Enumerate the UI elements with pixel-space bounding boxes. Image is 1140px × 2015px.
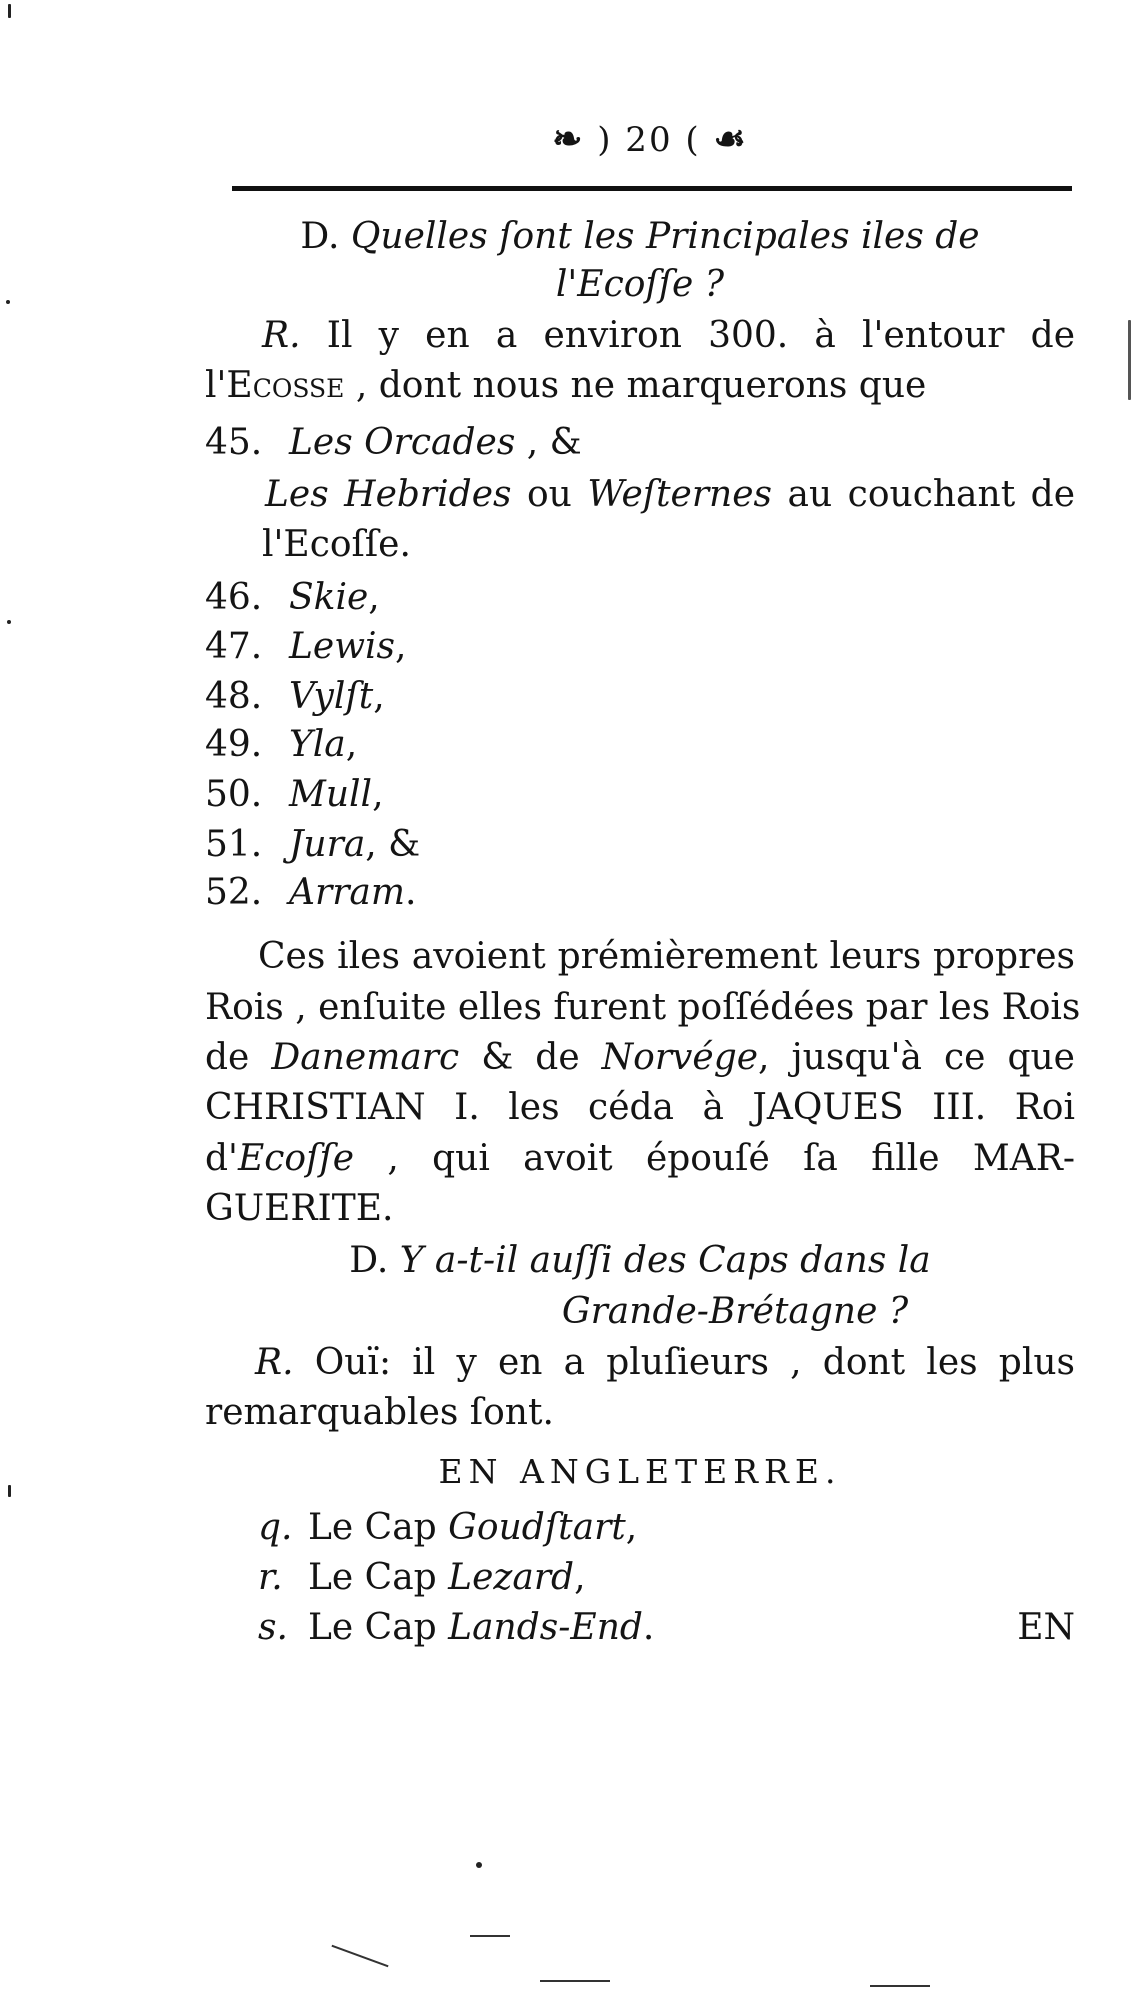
paragraph-text: , qui avoit épouſé ſa fille MAR- bbox=[387, 1138, 1075, 1179]
island-number: 45. bbox=[205, 422, 263, 463]
header-rule bbox=[232, 186, 1072, 191]
island-item bbox=[205, 868, 1075, 918]
island-number: 50. bbox=[205, 774, 263, 815]
paragraph-line bbox=[258, 932, 1075, 982]
cape-name: Lands-End bbox=[448, 1607, 643, 1648]
answer-1-line-2 bbox=[205, 361, 1075, 411]
island-number: 49. bbox=[205, 724, 263, 765]
answer-text: remarquables ſont. bbox=[205, 1392, 554, 1433]
ink-smudge bbox=[331, 1945, 388, 1967]
island-suffix: . bbox=[405, 872, 417, 913]
question-text: Y a-t-il auſſi des Caps dans la bbox=[399, 1240, 931, 1281]
question-2-line-2 bbox=[300, 1287, 1140, 1337]
paragraph-line bbox=[205, 1134, 1075, 1184]
island-name: Mull bbox=[289, 774, 373, 815]
hebrides-line bbox=[265, 470, 1075, 520]
cape-letter: s. bbox=[258, 1607, 288, 1648]
edge-mark bbox=[1128, 320, 1131, 400]
island-suffix: , bbox=[372, 774, 384, 815]
paragraph-text: Rois , enſuite elles furent poſſédées par les Rois bbox=[205, 987, 1081, 1028]
island-suffix: , & bbox=[365, 824, 421, 865]
island-item bbox=[205, 573, 1075, 623]
edge-mark bbox=[6, 300, 10, 304]
answer-2-line-2 bbox=[205, 1388, 1075, 1438]
catchword: EN bbox=[1017, 1607, 1075, 1648]
answer-2-line-1 bbox=[255, 1338, 1075, 1388]
island-item bbox=[205, 672, 1075, 722]
question-marker: D. bbox=[349, 1240, 389, 1281]
cape-suffix: . bbox=[642, 1607, 655, 1648]
island-name: Arram bbox=[289, 872, 406, 913]
island-number: 47. bbox=[205, 626, 263, 667]
left-ornament-icon: ❧ bbox=[552, 118, 585, 160]
edge-mark bbox=[8, 4, 11, 18]
cape-label: Le Cap bbox=[308, 1507, 437, 1548]
island-name: Vylſt bbox=[289, 676, 374, 717]
ink-smudge bbox=[870, 1985, 930, 1987]
country-name: Danemarc bbox=[271, 1037, 460, 1078]
cape-name: Goudſtart bbox=[448, 1507, 626, 1548]
cape-label: Le Cap bbox=[308, 1607, 437, 1648]
question-1-line-2 bbox=[205, 260, 1075, 310]
cape-item bbox=[258, 1503, 1128, 1553]
ecosse-line bbox=[262, 520, 1132, 570]
page-header bbox=[230, 118, 1070, 160]
paragraph-line bbox=[205, 1083, 1075, 1133]
question-marker: D. bbox=[300, 216, 340, 257]
island-suffix: , bbox=[395, 626, 407, 667]
island-name: Jura bbox=[289, 824, 366, 865]
cape-name: Lezard bbox=[448, 1557, 575, 1598]
answer-marker: R. bbox=[262, 315, 301, 356]
island-name: Skie bbox=[289, 577, 369, 618]
answer-marker: R. bbox=[255, 1342, 294, 1383]
edge-mark bbox=[8, 1485, 11, 1497]
question-1-line-1 bbox=[205, 212, 1075, 262]
island-suffix: , bbox=[368, 577, 380, 618]
island-number: 51. bbox=[205, 824, 263, 865]
island-suffix: , bbox=[373, 676, 385, 717]
cape-label: Le Cap bbox=[308, 1557, 437, 1598]
question-text: l'Ecoſſe ? bbox=[555, 264, 725, 305]
question-text: Grande-Brétagne ? bbox=[561, 1291, 909, 1332]
island-suffix: , & bbox=[526, 422, 582, 463]
island-item bbox=[205, 820, 1075, 870]
island-item-45 bbox=[205, 418, 1075, 468]
edge-mark bbox=[7, 620, 11, 624]
answer-text: , dont nous ne marquerons que bbox=[355, 365, 927, 406]
island-item bbox=[205, 720, 1075, 770]
paragraph-line bbox=[205, 1033, 1075, 1083]
paragraph-line bbox=[205, 1184, 1075, 1234]
ink-smudge bbox=[470, 1935, 510, 1937]
right-ornament-icon: ☙ bbox=[713, 118, 748, 160]
location-text: au couchant de bbox=[787, 474, 1076, 515]
section-heading: EN ANGLETERRE. bbox=[438, 1452, 842, 1491]
paragraph-text: GUERITE. bbox=[205, 1188, 394, 1229]
paragraph-text: de bbox=[205, 1037, 250, 1078]
paragraph-text: CHRISTIAN I. les céda à JAQUES III. Roi bbox=[205, 1087, 1075, 1128]
island-number: 46. bbox=[205, 577, 263, 618]
conjunction: ou bbox=[527, 474, 572, 515]
paragraph-line bbox=[205, 983, 1081, 1033]
island-name: Les Orcades bbox=[289, 422, 516, 463]
island-name: Lewis bbox=[289, 626, 396, 667]
paragraph-text: Ces iles avoient prémièrement leurs propres bbox=[258, 936, 1075, 977]
island-suffix: , bbox=[345, 724, 358, 765]
cape-letter: r. bbox=[258, 1557, 283, 1598]
island-number: 52. bbox=[205, 872, 263, 913]
cape-item bbox=[258, 1603, 1075, 1653]
question-2-line-1 bbox=[205, 1236, 1075, 1286]
cape-item bbox=[258, 1553, 1128, 1603]
ink-speck bbox=[476, 1862, 482, 1868]
location-text: l'Ecoſſe. bbox=[262, 524, 411, 565]
island-name: Yla bbox=[289, 724, 346, 765]
ink-smudge bbox=[540, 1980, 610, 1982]
answer-text: l' bbox=[205, 365, 227, 406]
island-name: Weſternes bbox=[587, 474, 773, 515]
cape-letter: q. bbox=[258, 1507, 293, 1548]
island-item bbox=[205, 622, 1075, 672]
question-text: Quelles ſont les Principales iles de bbox=[350, 216, 980, 257]
ecosse-smallcaps: Ecosse bbox=[226, 365, 345, 406]
cape-suffix: , bbox=[574, 1557, 586, 1598]
paragraph-text: & de bbox=[481, 1037, 580, 1078]
answer-text: Il y en a environ 300. à l'entour de bbox=[326, 315, 1075, 356]
island-number: 48. bbox=[205, 676, 263, 717]
island-name: Les Hebrides bbox=[265, 474, 512, 515]
cape-suffix: , bbox=[625, 1507, 638, 1548]
answer-text: Ouï: il y en a pluſieurs , dont les plus bbox=[314, 1342, 1075, 1383]
page-number: ) 20 ( bbox=[597, 120, 701, 160]
paragraph-text: , jusqu'à ce que bbox=[758, 1037, 1075, 1078]
paragraph-text: d' bbox=[205, 1138, 238, 1179]
country-name: Ecoſſe bbox=[237, 1138, 355, 1179]
country-name: Norvége bbox=[601, 1037, 759, 1078]
island-item bbox=[205, 770, 1075, 820]
answer-1-line-1 bbox=[262, 311, 1075, 361]
